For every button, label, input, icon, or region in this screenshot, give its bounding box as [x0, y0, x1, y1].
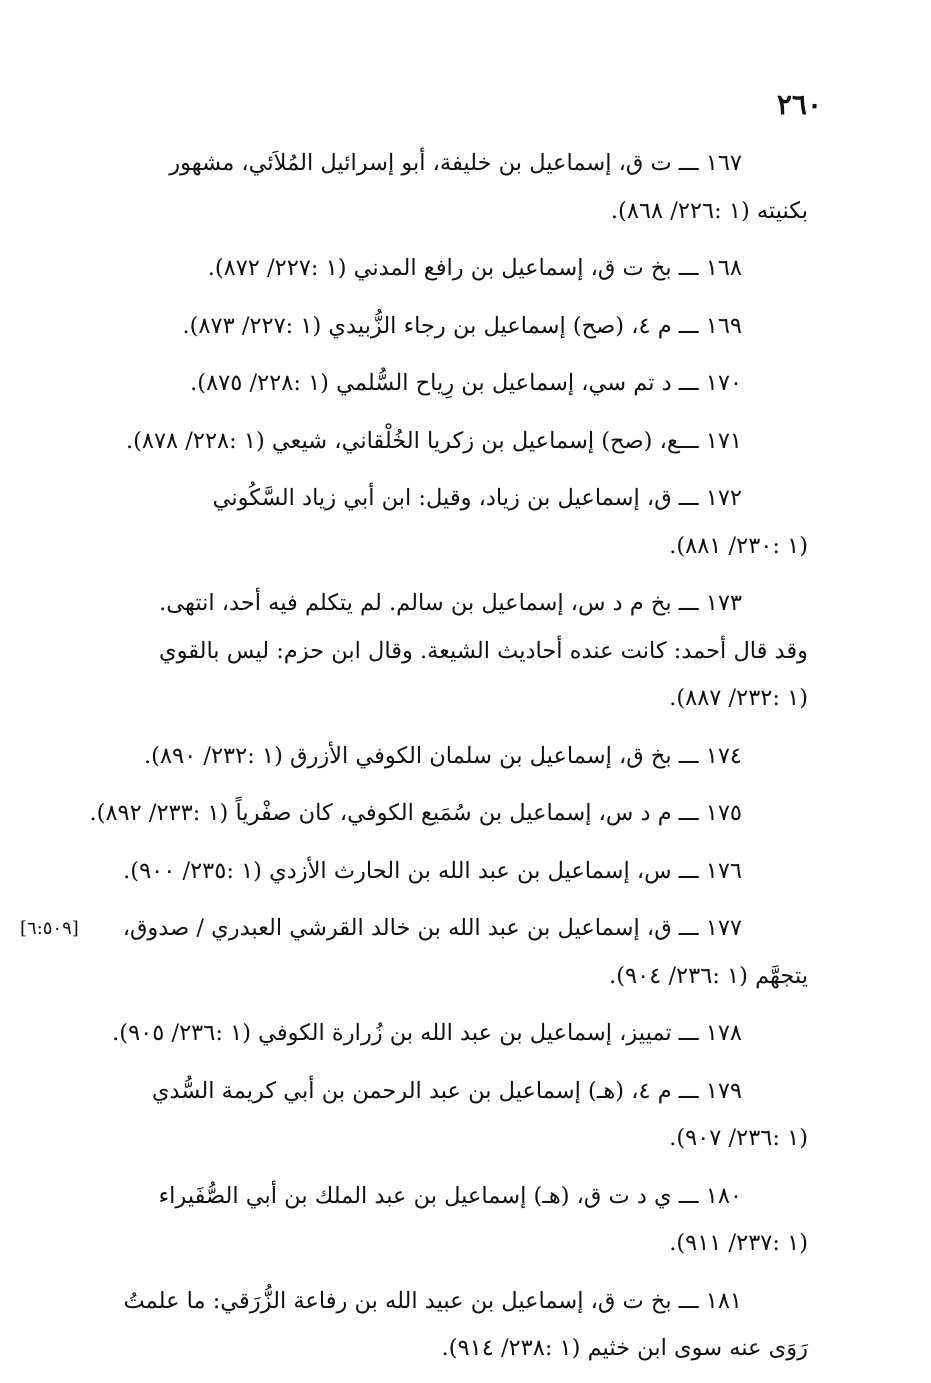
entry-text: ١٧٥ ـــ م د س، إسماعيل بن سُمَيع الكوفي، كان صفْرياً (١ :٢٣٣/ ٨٩٢).	[89, 800, 742, 826]
entry-text: ١٨٠ ـــ ي د ت ق، (هـ) إسماعيل بن عبد الملك بن أبي الصُّفَيراء	[158, 1182, 742, 1209]
entry-continuation: رَوَى عنه سوى ابن خثيم (١ :٢٣٨/ ٩١٤).	[441, 1335, 808, 1361]
entry-continuation: (١ :٢٣٧/ ٩١١).	[669, 1230, 808, 1256]
entry-text: ١٦٨ ـــ بخ ت ق، إسماعيل بن رافع المدني (١ :٢٢٧/ ٨٧٢).	[207, 255, 742, 281]
entry-list	[20, 140, 808, 1383]
entry-text: ١٧٢ ـــ ق، إسماعيل بن زياد، وقيل: ابن أبي زياد السَّكُوني	[212, 485, 742, 511]
entry-174	[80, 733, 808, 781]
entry-text: ١٧١ ـــع، (صح) إسماعيل بن زكريا الخُلْقاني، شيعي (١ :٢٢٨/ ٨٧٨).	[125, 427, 742, 454]
entry-text: ١٧٨ ـــ تمييز، إسماعيل بن عبد الله بن زُرارة الكوفي (١ :٢٣٦/ ٩٠٥).	[112, 1020, 742, 1046]
entry-text: ١٧٤ ـــ بخ ق، إسماعيل بن سلمان الكوفي الأزرق (١ :٢٣٢/ ٨٩٠).	[144, 742, 742, 769]
entry-continuation: وقد قال أحمد: كانت عنده أحاديث الشيعة. وقال ابن حزم: ليس بالقوي	[158, 637, 808, 664]
entry-167	[80, 140, 808, 235]
entry-170	[80, 360, 808, 408]
entry-175	[80, 790, 808, 838]
page-number: ٢٦٠	[776, 88, 822, 121]
entry-176	[80, 848, 808, 896]
entry-continuation: بكنيته (١ :٢٢٦/ ٨٦٨).	[610, 197, 808, 224]
entry-text: ١٧٧ ـــ ق، إسماعيل بن عبد الله بن خالد القرشي العبدري / صدوق،	[122, 915, 742, 941]
entry-169	[80, 303, 808, 351]
entry-continuation: (١ :٢٣٠/ ٨٨١).	[669, 532, 808, 559]
entry-text: ١٧٣ ـــ بخ م د س، إسماعيل بن سالم. لم يتكلم فيه أحد، انتهى.	[159, 590, 742, 616]
entry-173	[80, 580, 808, 723]
entry-text: ١٦٧ ـــ ت ق، إسماعيل بن خليفة، أبو إسرائيل المُلاَئي، مشهور	[169, 150, 742, 176]
entry-text: ١٧٩ ـــ م ٤، (هـ) إسماعيل بن عبد الرحمن بن أبي كريمة السُّدي	[151, 1077, 742, 1104]
entry-text: ١٨١ ـــ بخ ت ق، إسماعيل بن عبيد الله بن رفاعة الزُّرَقي: ما علمتُ	[123, 1287, 742, 1314]
entry-181	[80, 1278, 808, 1373]
entry-text: ١٧٠ ـــ د تم سي، إسماعيل بن رِياح السُّلمي (١ :٢٢٨/ ٨٧٥).	[190, 370, 742, 396]
entry-178	[80, 1010, 808, 1058]
entry-171	[80, 418, 808, 466]
entry-177	[20, 905, 808, 1000]
entry-168	[80, 245, 808, 293]
entry-179	[80, 1068, 808, 1163]
entry-continuation: يتجهَّم (١ :٢٣٦/ ٩٠٤).	[609, 962, 808, 989]
margin-reference: [٦:٥٠٩]	[20, 918, 79, 939]
entry-text: ١٧٦ ـــ س، إسماعيل بن عبد الله بن الحارث الأزدي (١ :٢٣٥/ ٩٠٠).	[123, 857, 742, 884]
entry-180	[80, 1173, 808, 1268]
entry-continuation: (١ :٢٣٦/ ٩٠٧).	[669, 1125, 808, 1151]
entry-continuation-2: (١ :٢٣٢/ ٨٨٧).	[669, 685, 808, 711]
entry-text: ١٦٩ ـــ م ٤، (صح) إسماعيل بن رجاء الزُّبيدي (١ :٢٢٧/ ٨٧٣).	[182, 312, 742, 339]
entry-172	[80, 475, 808, 570]
